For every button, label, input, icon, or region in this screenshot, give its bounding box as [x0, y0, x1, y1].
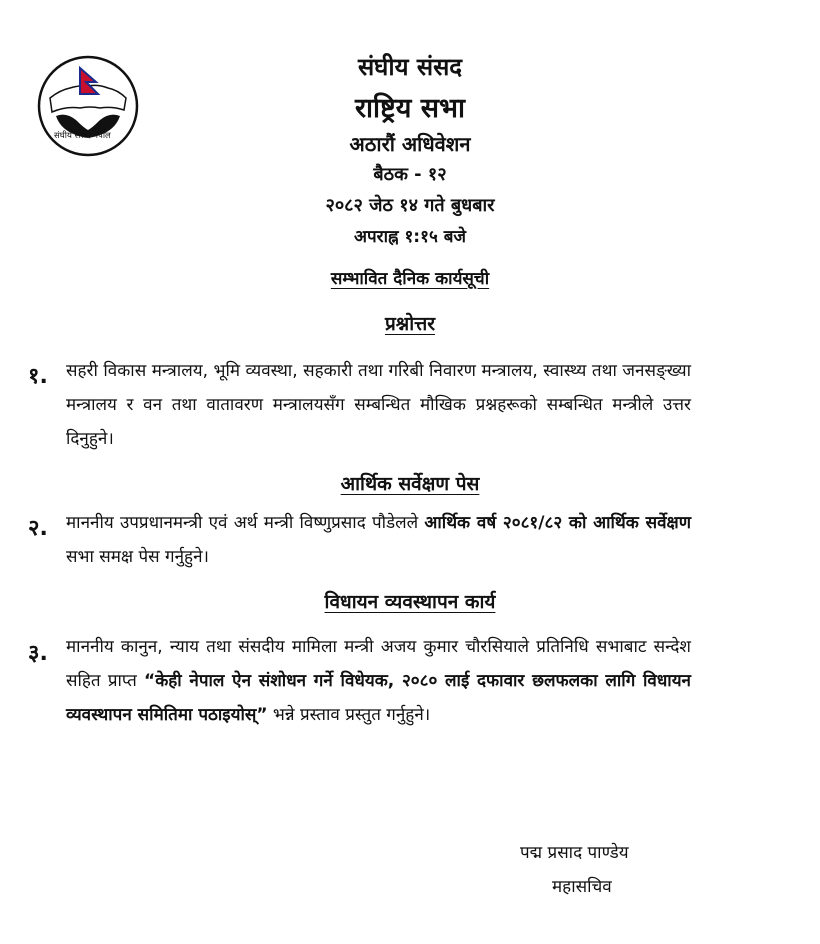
section-3-text-bold: “केही नेपाल ऐन संशोधन गर्ने विधेयक, २०८० लाई दफावार छलफलका लागि विधायन व्यवस्थापन समितिमा पठाइयोस्”: [66, 671, 691, 725]
section-2-text: [66, 506, 691, 574]
section-2-number: २.: [28, 516, 48, 541]
section-3-text-c: भन्ने प्रस्ताव प्रस्तुत गर्नुहुने।: [267, 705, 431, 725]
section-1-heading: प्रश्नोत्तर: [384, 313, 436, 335]
header-line-1: संघीय संसद: [357, 53, 463, 81]
signatory-name: पद्म प्रसाद पाण्डेय: [520, 843, 629, 863]
logo-caption: संघीय संसद नेपाल: [54, 131, 111, 141]
header-line-6: अपराह्न १:१५ बजे: [353, 227, 467, 247]
section-2-text-c: सभा समक्ष पेस गर्नुहुने।: [66, 547, 209, 567]
section-2-heading: आर्थिक सर्वेक्षण पेस: [340, 473, 480, 495]
header-line-2: राष्ट्रिय सभा: [354, 93, 466, 124]
section-3-text-a: माननीय कानुन, न्याय तथा संसदीय मामिला मन्त्री अजय कुमार चौरसियाले प्रतिनिधि सभाबाट सन्देश सहित प्राप्त: [66, 637, 691, 691]
section-2-text-bold: आर्थिक वर्ष २०८१/८२ को आर्थिक सर्वेक्षण: [424, 513, 692, 533]
section-1-number: १.: [28, 364, 48, 389]
section-3-heading: विधायन व्यवस्थापन कार्य: [324, 591, 496, 613]
section-3-number: ३.: [28, 641, 48, 666]
header-line-3: अठारौं अधिवेशन: [349, 132, 471, 156]
signatory-title: महासचिव: [552, 877, 612, 897]
section-2-text-a: माननीय उपप्रधानमन्त्री एवं अर्थ मन्त्री विष्णुप्रसाद पौडेलले: [66, 513, 425, 533]
header-line-4: बैठक - १२: [373, 164, 447, 185]
section-1-text: सहरी विकास मन्त्रालय, भूमि व्यवस्था, सहकारी तथा गरिबी निवारण मन्त्रालय, स्वास्थ्य तथा जनसङ्ख्या मन्त्रालय र वन तथा वातावरण मन्त्रालयसँग सम्बन्धित मौखिक प्रश्नहरूको सम्बन्धित मन्त्रीले उत्तर दिनुहुने।: [66, 361, 691, 449]
agenda-title: सम्भावित दैनिक कार्यसूची: [330, 269, 490, 289]
section-3-text: [66, 630, 691, 732]
header-line-5: २०८२ जेठ १४ गते बुधबार: [325, 195, 495, 216]
